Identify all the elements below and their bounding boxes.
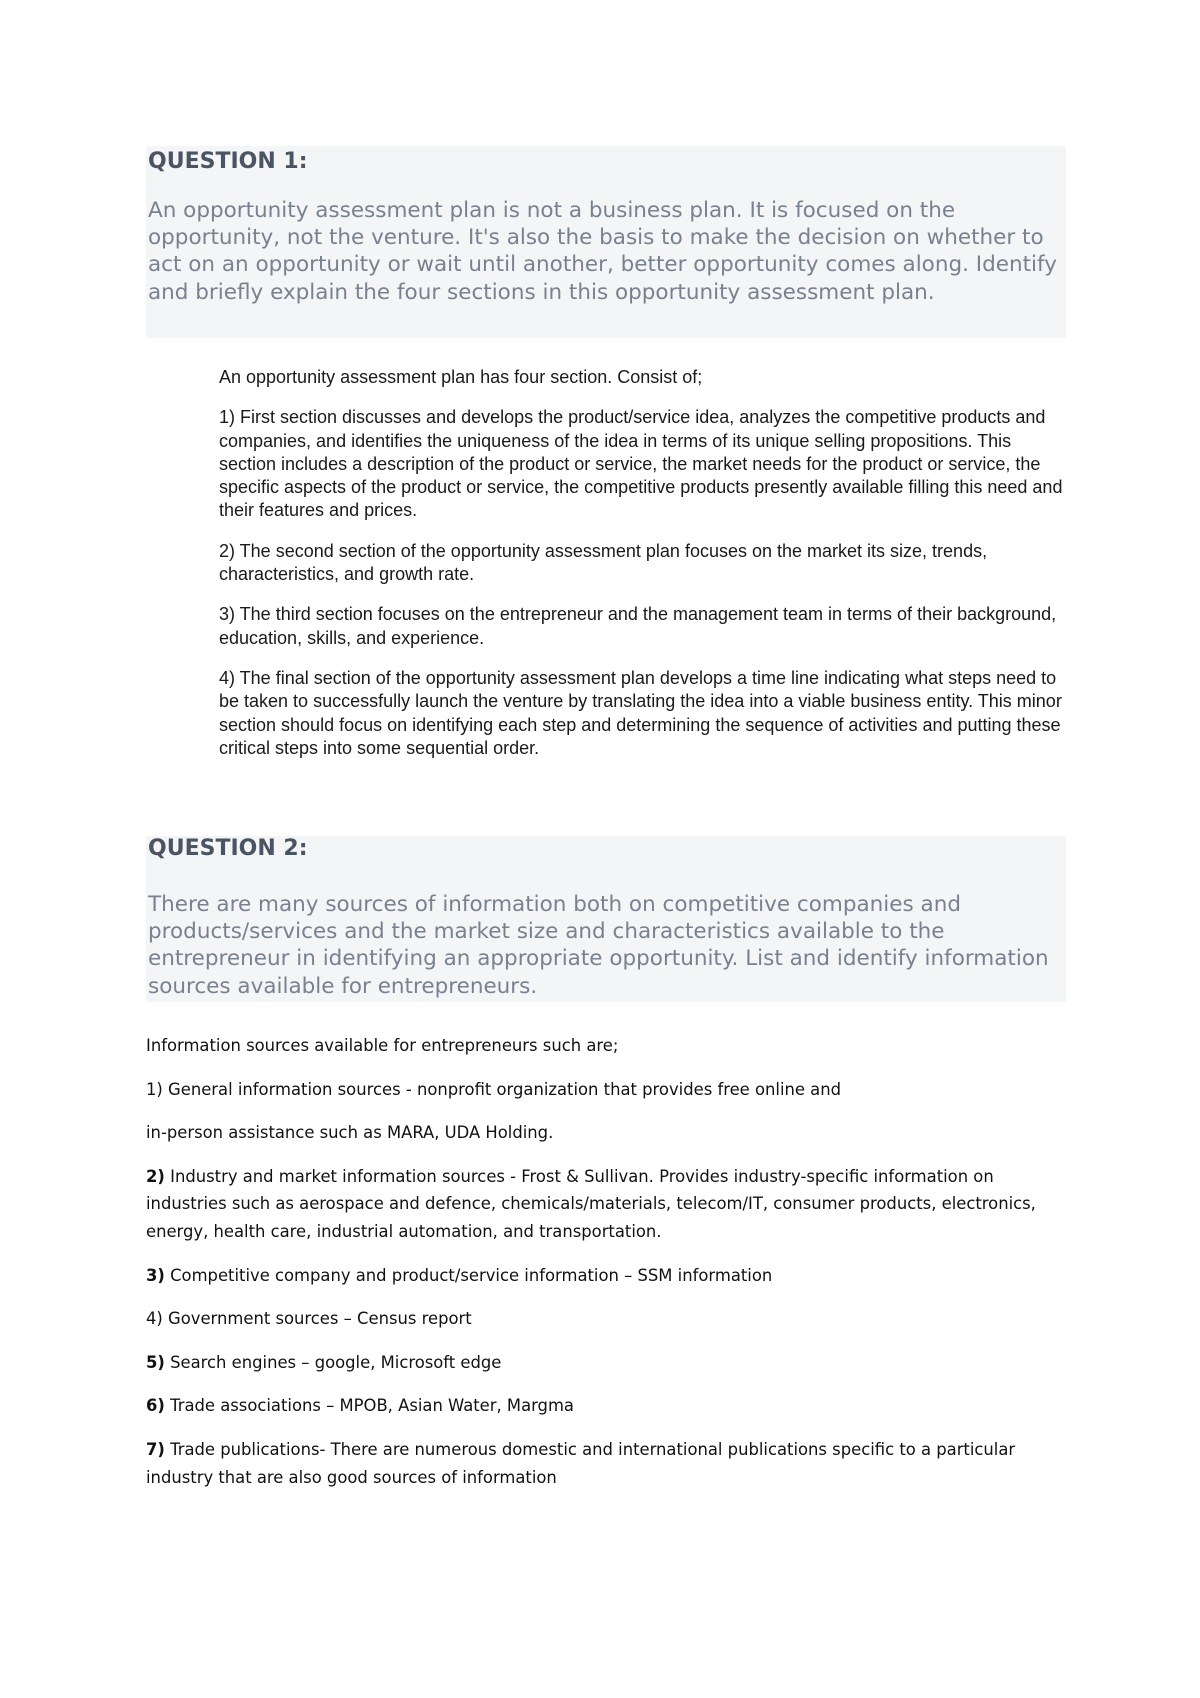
answer-2 [146, 1032, 1066, 1507]
item-number: 3) [146, 1265, 165, 1285]
answer-2-intro: Information sources available for entrepreneurs such are; [146, 1036, 619, 1055]
question-2-block [146, 836, 1066, 1002]
item-number: 5) [146, 1352, 165, 1372]
question-1-title: QUESTION 1: [148, 149, 308, 174]
answer-2-item [146, 1262, 1066, 1290]
item-number: 6) [146, 1396, 165, 1416]
answer-2-item [146, 1392, 1066, 1420]
item-text: Search engines – google, Microsoft edge [164, 1352, 502, 1372]
answer-1 [219, 366, 1064, 777]
item-number: 2) [146, 1166, 165, 1186]
item-text: Industry and market information sources - Frost & Sullivan. Provides industry-specific information on industries such as aerospace and defence, chemicals/materials, telecom/IT, consumer products, electronics, energy, health care, industrial automation, and transportation. [146, 1166, 1036, 1241]
question-1-block [146, 146, 1066, 338]
answer-2-item [146, 1305, 1066, 1333]
item-text: Competitive company and product/service information – SSM information [164, 1265, 773, 1285]
answer-2-item-1-line-1: 1) General information sources - nonprofit organization that provides free online and [146, 1079, 842, 1099]
answer-1-intro: An opportunity assessment plan has four section. Consist of; [219, 367, 703, 387]
answer-2-item-1-line-2: in-person assistance such as MARA, UDA Holding. [146, 1123, 554, 1143]
item-number: 7) [146, 1439, 165, 1459]
answer-1-item-1: 1) First section discusses and develops the product/service idea, analyzes the competitive products and companies, and identifies the uniqueness of the idea in terms of its unique selling propositions. This section includes a description of the product or service, the market needs for the product or service, the specific aspects of the product or service, the competitive products presently available filling this need and their features and prices. [219, 407, 1063, 521]
item-text: Trade associations – MPOB, Asian Water, Margma [164, 1396, 574, 1416]
answer-2-item [146, 1163, 1066, 1246]
answer-1-item-2: 2) The second section of the opportunity assessment plan focuses on the market its size, trends, characteristics, and growth rate. [219, 540, 988, 585]
answer-1-item-3: 3) The third section focuses on the entrepreneur and the management team in terms of their background, education, skills, and experience. [219, 604, 1057, 648]
answer-2-item [146, 1349, 1066, 1377]
answer-2-item [146, 1436, 1066, 1491]
question-2-title: QUESTION 2: [148, 836, 308, 861]
item-text: Government sources – Census report [162, 1309, 472, 1329]
question-2-text: There are many sources of information both on competitive companies and products/services and the market size and characteristics available to the entrepreneur in identifying an appropriate opportunity. List and identify information sources available for entrepreneurs. [148, 892, 1049, 999]
question-1-text: An opportunity assessment plan is not a business plan. It is focused on the opportunity, not the venture. It's also the basis to make the decision on whether to act on an opportunity or wait until another, better opportunity comes along. Identify and briefly explain the four sections in this opportunity assessment plan. [148, 198, 1057, 305]
item-text: Trade publications- There are numerous domestic and international publications specific to a particular industry that are also good sources of information [146, 1439, 1016, 1487]
item-number: 4) [146, 1309, 163, 1329]
answer-1-item-4: 4) The final section of the opportunity assessment plan develops a time line indicating what steps need to be taken to successfully launch the venture by translating the idea into a viable business entity. This minor section should focus on identifying each step and determining the sequence of activities and putting these critical steps into some sequential order. [219, 667, 1062, 758]
